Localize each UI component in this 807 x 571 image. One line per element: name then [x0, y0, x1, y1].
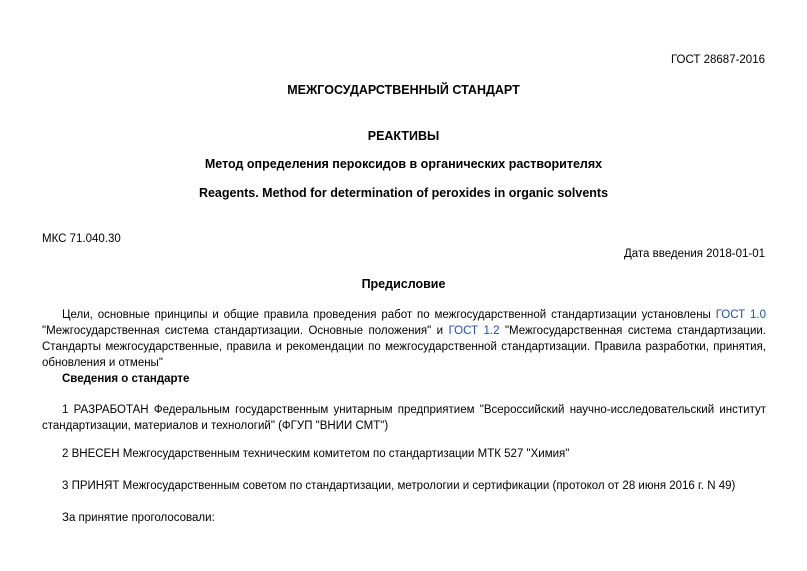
intro-text-part1: Цели, основные принципы и общие правила проведения работ по межгосударственной стандартизации установлены — [62, 309, 716, 321]
standard-type-title: МЕЖГОСУДАРСТВЕННЫЙ СТАНДАРТ — [287, 83, 520, 97]
item-adopted: 3 ПРИНЯТ Межгосударственным советом по стандартизации, метрологии и сертификации (протокол от 28 июня 2016 г. N 49) — [62, 480, 736, 492]
intro-text-part2: "Межгосударственная система стандартизации. Основные положения" и — [42, 325, 449, 337]
intro-text-part3: "Межгосударственная система стандартизации. Стандарты межгосударственные, правила и рекомендации по межгосударственной стандартизации. Правила разработки, принятия, обновления и отмены" — [42, 325, 766, 369]
introduction-date: Дата введения 2018-01-01 — [623, 248, 765, 260]
item-introduced: 2 ВНЕСЕН Межгосударственным техническим комитетом по стандартизации МТК 527 "Химия" — [62, 448, 570, 460]
item-developed: 1 РАЗРАБОТАН Федеральным государственным унитарным предприятием "Всероссийский научно-исследовательский институт стандартизации, материалов и технологий" (ФГУП "ВНИИ СМТ") — [42, 404, 766, 432]
foreword-intro-paragraph — [42, 307, 766, 371]
gost-1-2-link[interactable]: ГОСТ 1.2 — [448, 325, 500, 337]
gost-1-0-link[interactable]: ГОСТ 1.0 — [715, 309, 767, 321]
foreword-heading: Предисловие — [361, 277, 446, 291]
title-russian: Метод определения пероксидов в органических растворителях — [204, 157, 603, 171]
voted-for-adoption: За принятие проголосовали: — [62, 512, 215, 524]
doc-code: ГОСТ 28687-2016 — [670, 54, 765, 66]
standard-info-heading: Сведения о стандарте — [62, 373, 190, 385]
title-english: Reagents. Method for determination of peroxides in organic solvents — [198, 186, 609, 200]
reagents-heading: РЕАКТИВЫ — [367, 129, 440, 143]
mks-code: МКС 71.040.30 — [42, 233, 121, 245]
